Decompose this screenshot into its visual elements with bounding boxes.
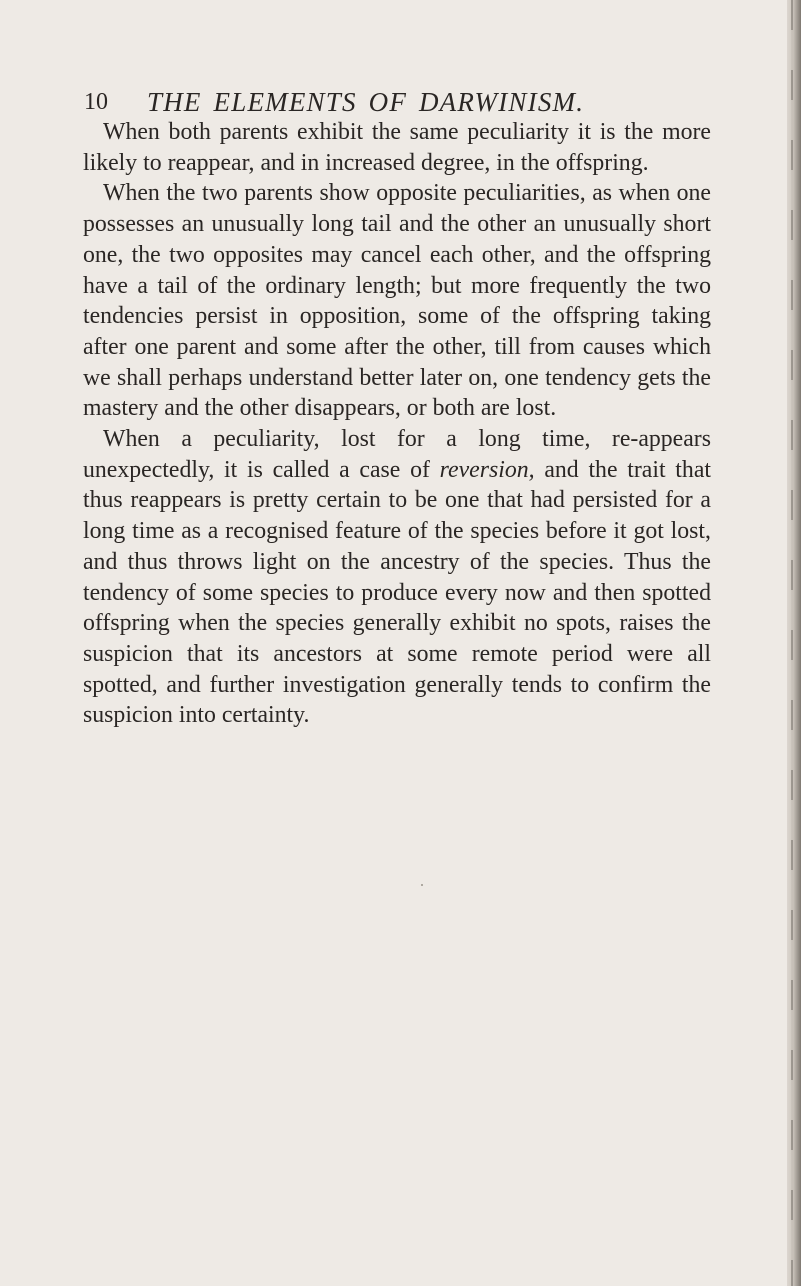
paragraph-opposite-peculiarities: When the two parents show opposite peculiarities, as when one possesses an unusually long tail and the other an unusually short one, the two opposites may cancel each other, and the offspring have a tail of the ordinary length; but more frequently the two tendencies persist in opposition, some of the offspring taking after one parent and some after the other, till from causes which we shall perhaps understand better later on, one tendency gets the mastery and the other disappears, or both are lost. (83, 180, 711, 422)
paper-speck (421, 884, 423, 886)
page-number: 10 (84, 89, 108, 115)
page-edge (787, 0, 801, 1286)
running-title: THE ELEMENTS OF DARWINISM. (147, 87, 585, 117)
reversion-term: reversion, (439, 456, 535, 483)
body-text (83, 117, 711, 731)
paragraph-reversion (83, 424, 711, 731)
reversion-text-before: When a peculiarity, lost for a long time, re-appears unexpectedly, it is called a case of (83, 426, 711, 483)
reversion-text-after: and the trait that thus reappears is pretty certain to be one that had persisted for a long time as a recognised feature of the species before it got lost, and thus throws light on the ancestry of the species. Thus the tendency of some species to produce every now and then spotted offspring when the species generally exhibit no spots, raises the suspicion that its ancestors at some remote period were all spotted, and further investigation generally tends to confirm the suspicion into certainty. (83, 456, 711, 729)
paragraph-both-parents: When both parents exhibit the same peculiarity it is the more likely to reappear, and in increased degree, in the offspring. (83, 119, 711, 176)
running-head (84, 82, 684, 122)
